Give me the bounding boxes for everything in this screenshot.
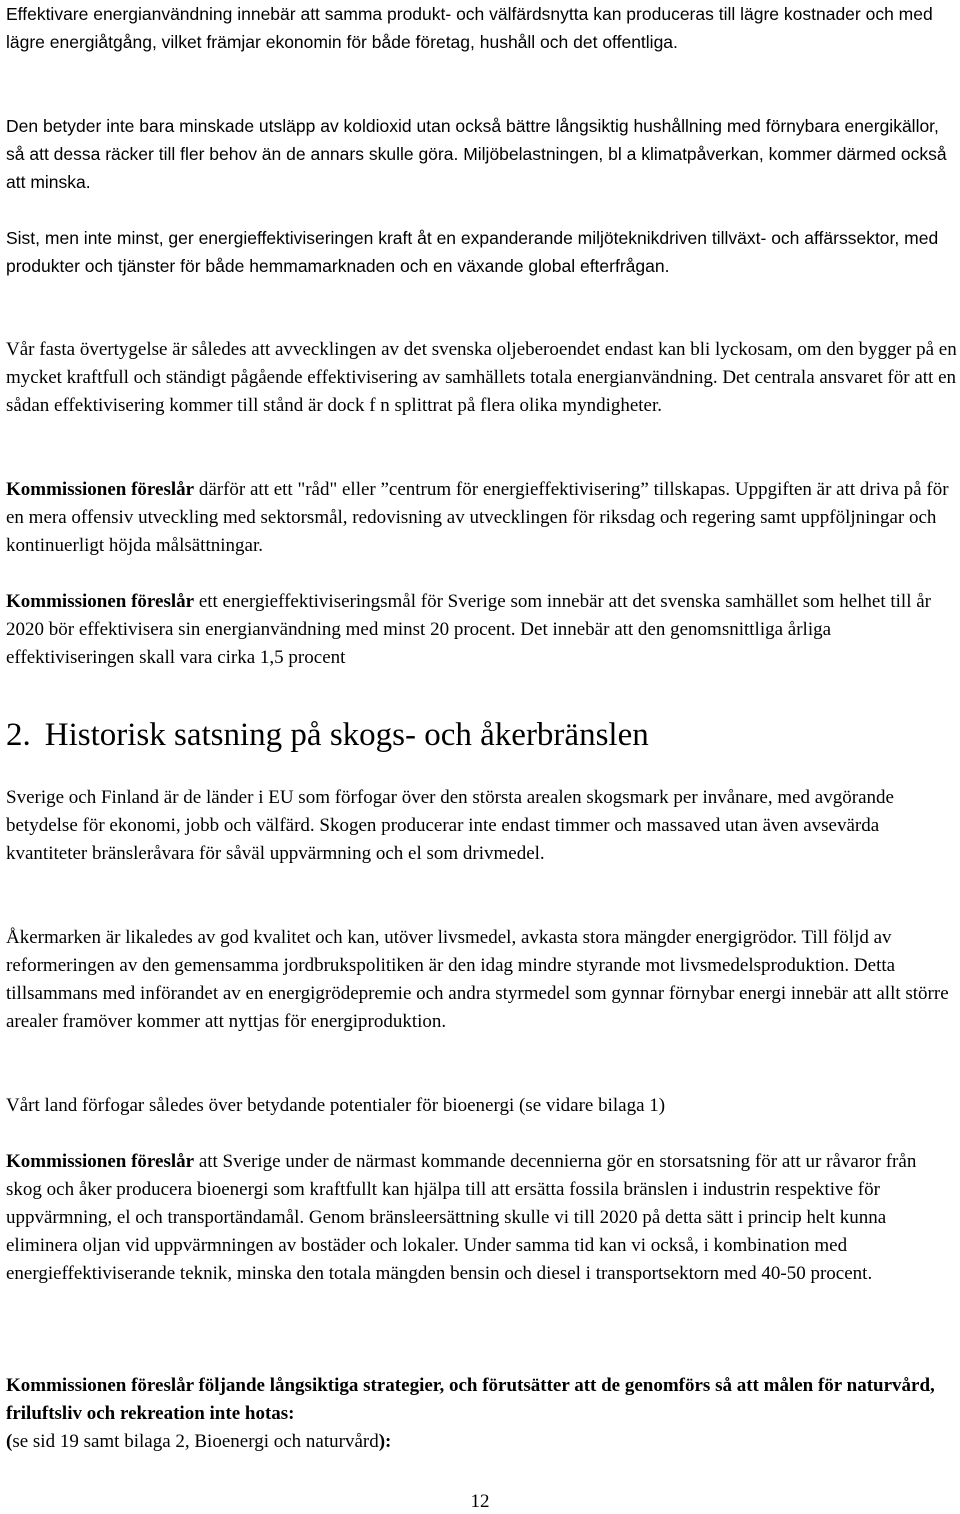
proposal-lead: Kommissionen föreslår: [6, 591, 195, 612]
proposal-lead: Kommissionen föreslår: [6, 479, 195, 500]
paragraph-emissions-text: Den betyder inte bara minskade utsläpp av koldioxid utan också bättre långsiktig hushållning med förnybara energikällor, så att dessa räcker till fler behov än de annars skulle göra.: [6, 116, 939, 164]
paragraph-proposal-bioenergy: [6, 1148, 956, 1288]
proposal-lead: Kommissionen föreslår: [6, 1151, 195, 1172]
section-number: 2.: [6, 717, 31, 753]
paragraph-growth: Sist, men inte minst, ger energieffektiviseringen kraft åt en expanderande miljöteknikdriven tillväxt- och affärssektor, med produkter och tjänster för både hemmamarknaden och en växande global efterfrågan.: [6, 228, 939, 276]
paragraph-proposal-target: [6, 588, 958, 672]
reference-text: se sid 19 samt bilaga 2, Bioenergi och naturvård: [12, 1431, 379, 1452]
paragraph-conviction-text: Vår fasta övertygelse är således att avvecklingen av det svenska oljeberoendet endast kan bli lyckosam, om den bygger på en mycket kraftfull och ständigt pågående effektivisering av samhällets totala energianvändning.: [6, 339, 957, 388]
paragraph-efficiency-intro: Effektivare energianvändning innebär att samma produkt- och välfärdsnytta kan produceras till lägre kostnader och med lägre energiåtgång, vilket främjar ekonomin för både företag, hushåll och det offentliga.: [6, 4, 933, 52]
reference-open-paren: (: [6, 1431, 13, 1452]
paragraph-arable-land: Åkermarken är likaledes av god kvalitet och kan, utöver livsmedel, avkasta stora mängder energigrödor. Till följd av reformeringen av den gemensamma jordbrukspolitiken är den idag mindre styrande mot livsmedelsproduktion. Detta tillsammans med införandet av en energigrödepremie och andra styrmedel som gynnar förnybar energi innebär att allt större arealer framöver kommer att nyttjas för energiproduktion.: [6, 927, 949, 1032]
proposal-text: ett energieffektiviseringsmål för Sverige som innebär att det svenska samhället som helhet till år 2020 bör effektivisera sin energianvändning med minst 20 procent. Det innebär att den genomsnittliga årliga effektiviseringen skall vara cirka 1,5 procent: [6, 591, 931, 668]
section-heading: [6, 712, 649, 758]
paragraph-forest-land: Sverige och Finland är de länder i EU som förfogar över den största arealen skogsmark per invånare, med avgörande betydelse för ekonomi, jobb och välfärd. Skogen producerar inte endast timmer och massaved utan även avsevärda kvantiteter bränsleråvara för såväl uppvärmning och el som drivmedel.: [6, 787, 894, 864]
paragraph-emissions-environment: Miljöbelastningen, bl a klimatpåverkan, kommer därmed också att minska.: [6, 144, 947, 192]
paragraph-proposal-council: [6, 476, 958, 560]
paragraph-conviction: [6, 336, 958, 420]
reference-close-paren: ):: [378, 1431, 392, 1452]
paragraph-emissions: [6, 112, 956, 196]
paragraph-bioenergy-potential: Vårt land förfogar således över betydande potentialer för bioenergi (se vidare bilaga 1): [6, 1095, 666, 1116]
paragraph-proposal-strategies: [6, 1372, 956, 1456]
page-number: 12: [470, 1491, 490, 1512]
proposal-strategies-lead: Kommissionen föreslår följande långsiktiga strategier, och förutsätter att de genomförs så att målen för naturvård, friluftsliv och rekreation inte hotas:: [6, 1375, 935, 1424]
paragraph-conviction-responsibility: Det centrala ansvaret för att en sådan effektivisering kommer till stånd är dock f n splittrat på flera olika myndigheter.: [6, 367, 957, 416]
proposal-text: att Sverige under de närmast kommande decennierna gör en storsatsning för att ur råvaror från skog och åker producera bioenergi som kraftfullt kan hjälpa till att ersätta fossila bränslen i industrin respektive för uppvärmning, el och transportändamål. Genom bränsleersättning skulle vi till 2020 på detta sätt i princip helt kunna eliminera oljan vid uppvärmningen av bostäder och lokaler. Under samma tid kan vi också, i kombination med energieffektiviserande teknik, minska den totala mängden bensin och diesel i transportsektorn med 40-50 procent.: [6, 1151, 917, 1284]
proposal-text: därför att ett "råd" eller ”centrum för energieffektivisering” tillskapas. Uppgiften är att driva på för en mera offensiv utveckling med sektorsmål, redovisning av utvecklingen för riksdag och regering samt uppföljningar och kontinuerligt höjda målsättningar.: [6, 479, 949, 556]
section-title: Historisk satsning på skogs- och åkerbränslen: [44, 717, 649, 753]
